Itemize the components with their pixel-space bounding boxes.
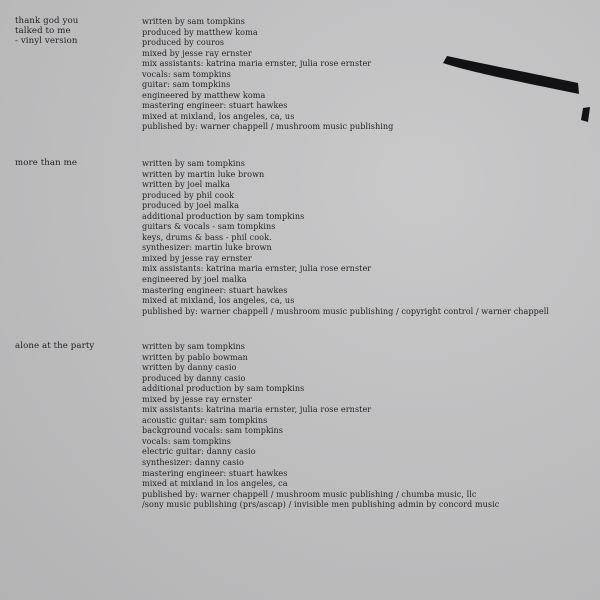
credit-line: written by sam tompkins	[142, 16, 246, 26]
credit-line: vocals: sam tompkins	[142, 68, 231, 79]
credit-line: produced by danny casio	[142, 372, 246, 383]
credit-line: published by: warner chappell / mushroom music publishing / chumba music, llc	[142, 488, 477, 499]
credit-line: /sony music publishing (prs/ascap) / invisible men publishing admin by concord music	[142, 499, 500, 510]
credit-line: mixed at mixland in los angeles, ca	[142, 478, 288, 489]
credits-list	[142, 16, 393, 132]
credit-line: engineered by joel malka	[142, 274, 247, 285]
credit-line: electric guitar: danny casio	[142, 446, 256, 457]
credit-line: mastering engineer: stuart hawkes	[142, 467, 288, 478]
credit-line: written by sam tompkins	[142, 158, 246, 168]
credit-line: background vocals: sam tompkins	[142, 425, 284, 436]
credit-line: mixed by jesse ray ernster	[142, 252, 252, 263]
credit-line: written by sam tompkins	[142, 341, 246, 351]
credit-line: written by joel malka	[142, 179, 230, 190]
credit-line: mix assistants: katrina maria ernster, julia rose ernster	[142, 404, 372, 415]
credit-line: mastering engineer: stuart hawkes	[142, 284, 288, 295]
credit-line: mixed at mixland, los angeles, ca, us	[142, 110, 295, 121]
credits-list	[142, 341, 499, 510]
credit-line: mixed by jesse ray ernster	[142, 47, 252, 58]
track-title: alone at the party	[15, 341, 95, 351]
credit-line: mixed at mixland, los angeles, ca, us	[142, 295, 295, 306]
credit-line: synthesizer: danny casio	[142, 457, 244, 468]
credit-line: produced by joel malka	[142, 200, 239, 211]
credit-line: mix assistants: katrina maria ernster, julia rose ernster	[142, 58, 372, 69]
track-title: thank god you talked to me - vinyl version	[15, 16, 79, 46]
credit-line: produced by matthew koma	[142, 26, 258, 37]
credit-line: written by danny casio	[142, 362, 237, 373]
credit-line: vocals: sam tompkins	[142, 435, 231, 446]
credit-line: published by: warner chappell / mushroom music publishing / copyright control / warner chappell	[142, 305, 550, 316]
credit-line: guitars & vocals - sam tompkins	[142, 221, 276, 232]
credit-line: mix assistants: katrina maria ernster, julia rose ernster	[142, 263, 372, 274]
credit-line: written by pablo bowman	[142, 351, 248, 362]
credit-line: mastering engineer: stuart hawkes	[142, 100, 288, 111]
credit-line: synthesizer: martin luke brown	[142, 242, 272, 253]
credit-line: produced by phil cook	[142, 189, 235, 200]
credit-line: additional production by sam tompkins	[142, 210, 305, 221]
credit-line: guitar: sam tompkins	[142, 79, 231, 90]
credit-line: keys, drums & bass - phil cook.	[142, 231, 272, 242]
credit-line: published by: warner chappell / mushroom music publishing	[142, 121, 394, 132]
track-title: more than me	[15, 158, 78, 168]
credit-line: produced by couros	[142, 37, 225, 48]
credit-line: additional production by sam tompkins	[142, 383, 305, 394]
credit-line: written by martin luke brown	[142, 168, 265, 179]
credit-line: engineered by matthew koma	[142, 89, 266, 100]
credits-list	[142, 158, 549, 316]
credit-line: mixed by jesse ray ernster	[142, 393, 252, 404]
credit-line: acoustic guitar: sam tompkins	[142, 414, 268, 425]
